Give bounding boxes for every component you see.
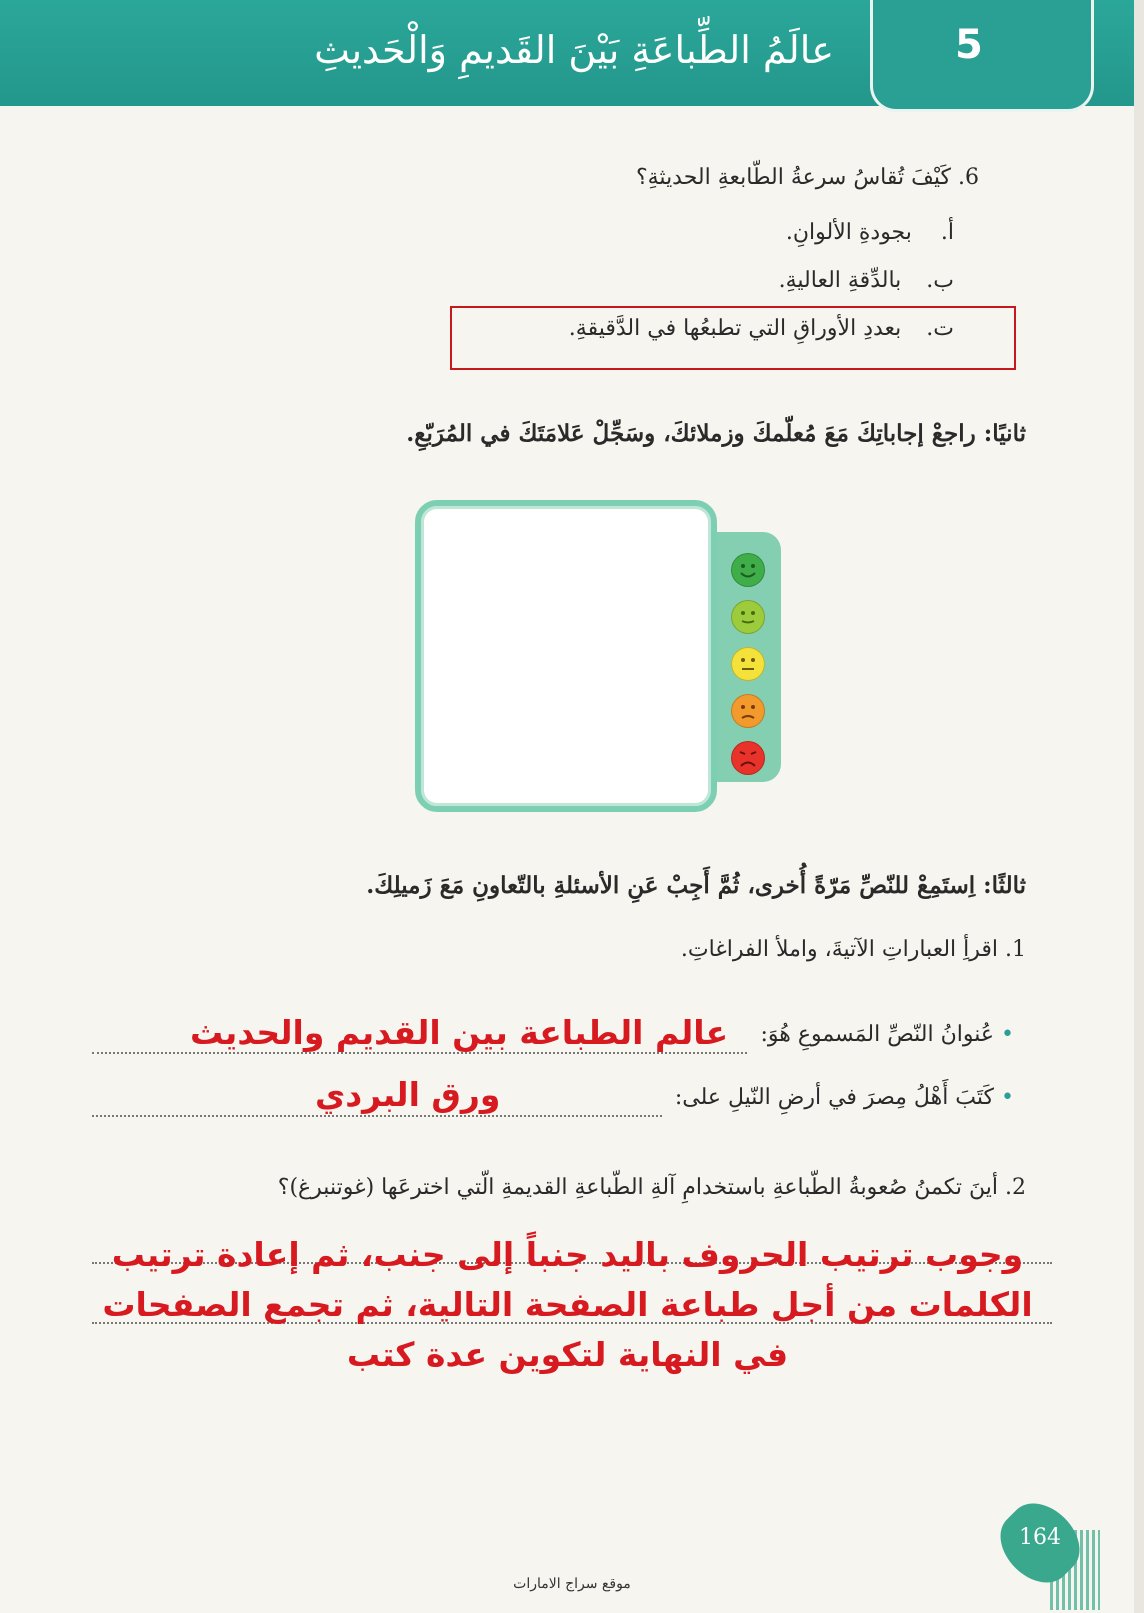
fill-2-text: كَتَبَ أَهْلُ مِصرَ في أرضِ النّيلِ على: xyxy=(674,1085,995,1110)
option-b-letter: ب. xyxy=(926,268,954,293)
option-b-text: بالدِّقةِ العاليةِ. xyxy=(778,268,902,293)
fill-2-answer: ورق البردي xyxy=(315,1075,501,1114)
bullet-icon: • xyxy=(1001,1022,1014,1047)
option-a xyxy=(786,220,954,245)
very-happy-face-icon[interactable] xyxy=(731,553,765,587)
neutral-face-icon[interactable] xyxy=(731,647,765,681)
section-3-instruction: ثالثًا: اِستَمِعْ للنّصِّ مَرّةً أُخرى، ثُمَّ أَجِبْ عَنِ الأسئلةِ بالتّعاونِ مَعَ زَميلِكَ. xyxy=(366,872,1026,899)
option-t-letter: ت. xyxy=(926,316,954,341)
fill-2-line[interactable] xyxy=(92,1115,662,1117)
fill-1-text: عُنوانُ النّصِّ المَسموعِ هُوَ: xyxy=(760,1022,995,1047)
unit-number: 5 xyxy=(955,22,983,68)
rating-box[interactable] xyxy=(415,500,717,812)
section-2-instruction: ثانيًا: راجعْ إجاباتِكَ مَعَ مُعلّمكَ وزملائكَ، وسَجِّلْ عَلامَتَكَ في المُرَبّعِ. xyxy=(406,420,1026,447)
selected-answer-box xyxy=(450,306,1016,370)
footer-site: موقع سراج الامارات xyxy=(513,1576,631,1592)
bullet-icon: • xyxy=(1001,1085,1014,1110)
question-1: 1. اقرأِ العباراتِ الآتيةَ، واملأ الفراغاتِ. xyxy=(680,937,1026,962)
page-number: 164 xyxy=(1019,1525,1061,1550)
question-6: 6. كَيْفَ تُقاسُ سرعةُ الطّابعةِ الحديثةِ؟ xyxy=(635,165,979,190)
option-a-letter: أ. xyxy=(940,220,954,245)
option-t-text: بعددِ الأوراقِ التي تطبعُها في الدَّقيقةِ. xyxy=(568,316,902,341)
sad-face-icon[interactable] xyxy=(731,694,765,728)
question-2: 2. أينَ تكمنُ صُعوبةُ الطّباعةِ باستخدامِ آلةِ الطّباعةِ القديمةِ الّتي اخترعَها (غوتنبرغ)؟ xyxy=(277,1175,1026,1200)
very-sad-face-icon[interactable] xyxy=(731,741,765,775)
happy-face-icon[interactable] xyxy=(731,600,765,634)
page-edge xyxy=(1134,0,1144,1613)
option-b xyxy=(779,268,954,293)
fill-1-line[interactable] xyxy=(92,1052,747,1054)
unit-title: عالَمُ الطِّباعَةِ بَيْنَ القَديمِ وَالْحَديثِ xyxy=(314,28,834,72)
fill-1-answer: عالم الطباعة بين القديم والحديث xyxy=(190,1013,729,1052)
option-a-text: بجودةِ الألوانِ. xyxy=(785,220,912,245)
fill-2-label xyxy=(675,1085,1014,1110)
question-2-answer: وجوب ترتيب الحروف باليد جنباً إلى جنب، ثم إعادة ترتيب الكلمات من أجل طباعة الصفحة التالية، ثم تجمع الصفحات في النهاية لتكوين عدة كتب xyxy=(102,1235,1033,1374)
fill-1-label xyxy=(760,1022,1014,1047)
